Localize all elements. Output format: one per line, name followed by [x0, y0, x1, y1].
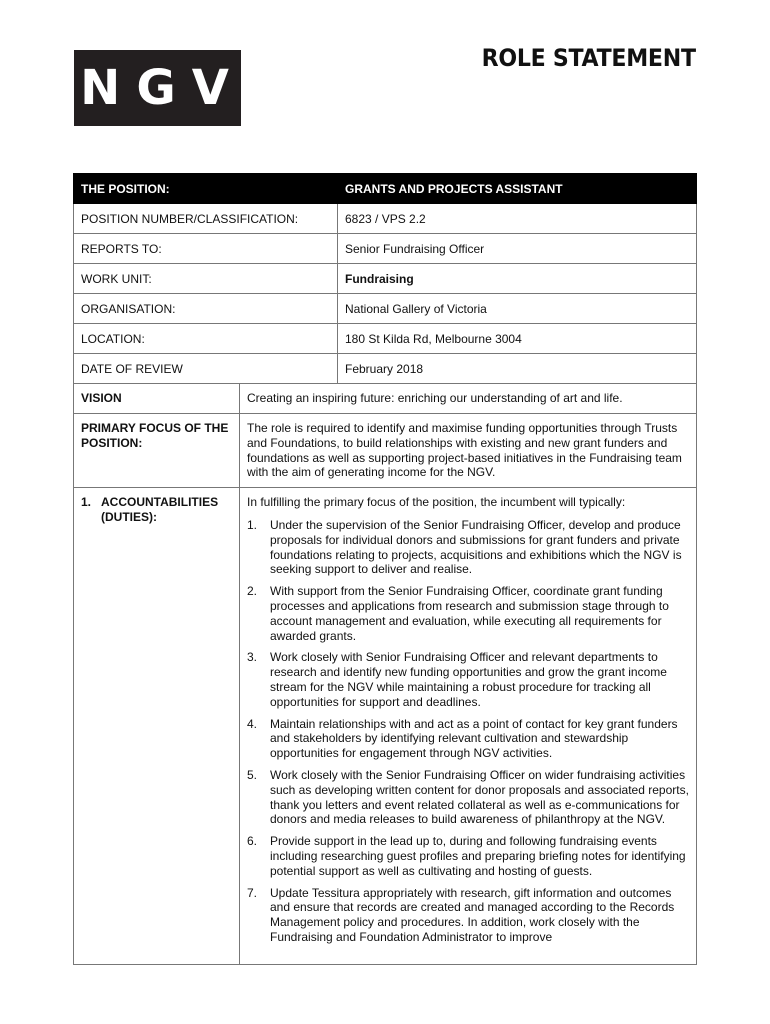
duty-item: [247, 584, 689, 643]
duty-item: [247, 650, 689, 709]
duty-number: 3.: [247, 650, 258, 665]
info-label: POSITION NUMBER/CLASSIFICATION:: [74, 204, 338, 234]
accountabilities-label: ACCOUNTABILITIES (DUTIES):: [101, 495, 219, 524]
duty-item: [247, 518, 689, 577]
info-label: LOCATION:: [74, 324, 338, 354]
info-label: REPORTS TO:: [74, 234, 338, 264]
info-row-classification: [74, 204, 697, 234]
duty-text: With support from the Senior Fundraising Officer, coordinate grant funding processes and applications from research and submission stage through to account management and evaluation, while executing all requirements for awarded grants.: [270, 584, 669, 643]
info-value: GRANTS AND PROJECTS ASSISTANT: [338, 174, 697, 204]
info-value: National Gallery of Victoria: [338, 294, 697, 324]
info-value: 180 St Kilda Rd, Melbourne 3004: [338, 324, 697, 354]
info-value: Senior Fundraising Officer: [338, 234, 697, 264]
primary-focus-label: PRIMARY FOCUS OF THE POSITION:: [74, 414, 240, 488]
accountabilities-intro: In fulfilling the primary focus of the position, the incumbent will typically:: [247, 495, 626, 510]
document-title: ROLE STATEMENT: [481, 44, 696, 72]
info-value: February 2018: [338, 354, 697, 384]
info-row-reports-to: [74, 234, 697, 264]
duty-number: 4.: [247, 716, 258, 731]
vision-label: VISION: [74, 384, 240, 414]
duty-number: 7.: [247, 885, 258, 900]
accountabilities-label-cell: [74, 488, 240, 965]
info-label: THE POSITION:: [74, 174, 338, 204]
duty-item: [247, 834, 689, 878]
duty-text: Under the supervision of the Senior Fundraising Officer, develop and produce proposals for individual donors and submissions for grant funders and private foundations relating to projects, acquisitions and exhibitions which the NGV is seeking support to deliver and realise.: [270, 517, 682, 577]
duty-text: Maintain relationships with and act as a point of contact for key grant funders and stakeholders by identifying relevant cultivation and stewardship opportunities for engagement through NGV activities.: [270, 716, 678, 761]
info-label: DATE OF REVIEW: [74, 354, 338, 384]
logo-text: NGV: [80, 60, 245, 116]
info-row-location: [74, 324, 697, 354]
info-row-date-of-review: [74, 354, 697, 384]
duty-number: 6.: [247, 834, 258, 849]
duty-text: Work closely with Senior Fundraising Officer and relevant departments to research and identify new funding opportunities and grow the grant income stream for the NGV while maintaining a robust procedure for tracking all opportunities for support and deadlines.: [270, 650, 667, 709]
ngv-logo: [74, 50, 245, 126]
info-label: ORGANISATION:: [74, 294, 338, 324]
info-row-position: [74, 174, 697, 204]
role-detail-table: [73, 383, 697, 965]
accountabilities-number: 1.: [81, 495, 92, 510]
vision-row: [74, 384, 697, 414]
duty-item: [247, 768, 689, 827]
accountabilities-row: [74, 488, 697, 965]
duty-number: 1.: [247, 517, 258, 532]
duty-number: 2.: [247, 584, 258, 599]
vision-text: Creating an inspiring future: enriching our understanding of art and life.: [240, 384, 697, 414]
accountabilities-content: [240, 488, 697, 965]
primary-focus-row: [74, 414, 697, 488]
duty-text: Update Tessitura appropriately with research, gift information and outcomes and ensure that records are created and managed according to the Records Management policy and procedures. In addition, work closely with the Fundraising and Foundation Administrator to improve: [270, 885, 675, 944]
info-value: Fundraising: [338, 264, 697, 294]
primary-focus-text: The role is required to identify and maximise funding opportunities through Trusts and Foundations, to build relationships with existing and new grant funders and foundations as well as supporting project-based initiatives in the Fundraising team with the aim of generating income for the NGV.: [240, 414, 697, 488]
duty-number: 5.: [247, 767, 258, 782]
duties-list: [247, 518, 689, 945]
duty-text: Work closely with the Senior Fundraising Officer on wider fundraising activities such as developing written content for donor proposals and associated reports, thank you letters and event related collateral as well as e-communications for donors and media releases to build awareness of philanthropy at the NGV.: [270, 767, 689, 827]
info-value: 6823 / VPS 2.2: [338, 204, 697, 234]
info-label: WORK UNIT:: [74, 264, 338, 294]
duty-text: Provide support in the lead up to, during and following fundraising events including researching guest profiles and preparing briefing notes for identifying potential support as well as cultivating and hosting of guests.: [270, 834, 686, 878]
duty-item: [247, 717, 689, 761]
position-info-table: [73, 173, 697, 384]
info-row-organisation: [74, 294, 697, 324]
duty-item: [247, 886, 689, 945]
info-row-work-unit: [74, 264, 697, 294]
